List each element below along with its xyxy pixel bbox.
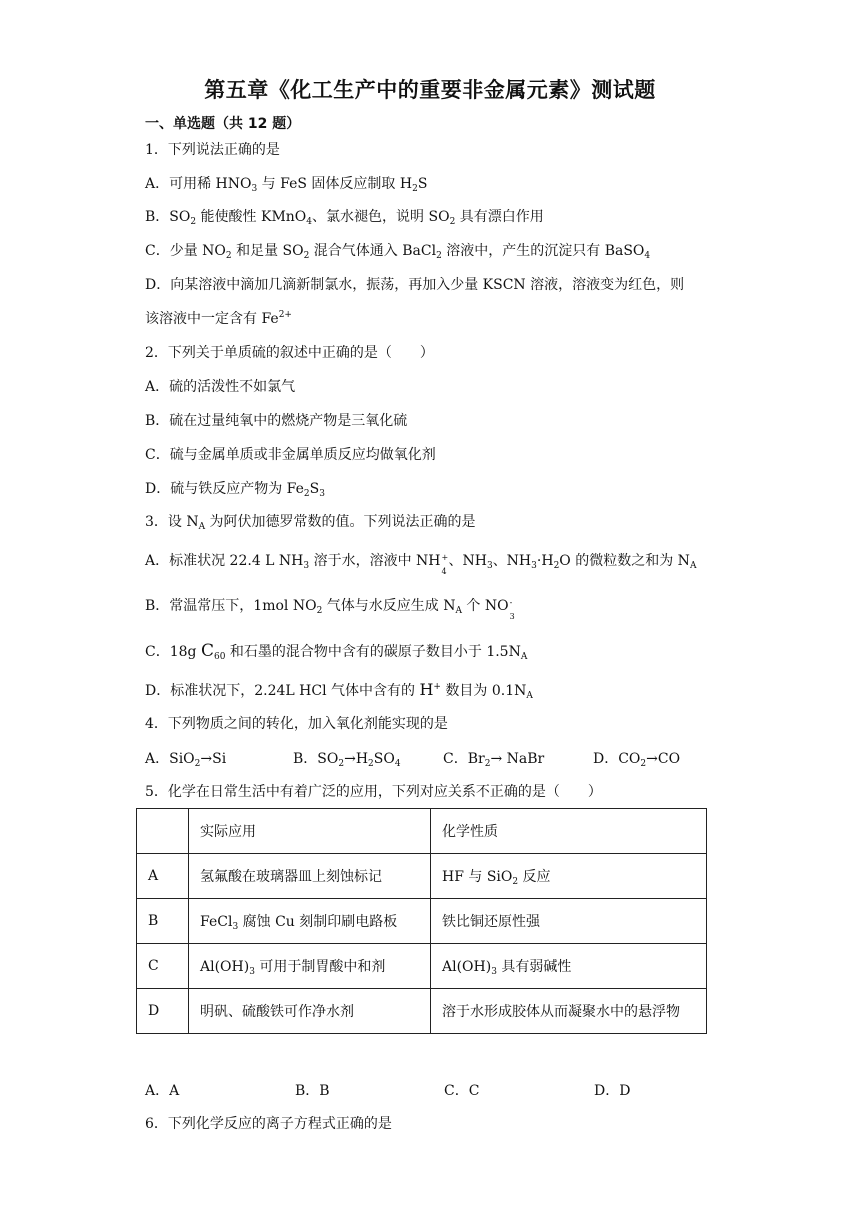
- table-cell-application: 氢氟酸在玻璃器皿上刻蚀标记: [189, 854, 431, 899]
- question-5-table: [136, 808, 707, 1034]
- table-cell-label: A: [137, 854, 189, 899]
- table-cell-property: $Al(OH)_3$ 具有弱碱性: [431, 944, 707, 989]
- question-2-option-d: D．硫与铁反应产物为 $Fe_2S_3$: [145, 481, 325, 499]
- question-2-option-a: A．硫的活泼性不如氯气: [145, 379, 296, 395]
- table-row: [137, 989, 707, 1034]
- table-row: [137, 854, 707, 899]
- table-header-cell: 实际应用: [189, 809, 431, 854]
- table-cell-label: B: [137, 899, 189, 944]
- question-6-stem: 6．下列化学反应的离子方程式正确的是: [145, 1116, 392, 1132]
- question-1-option-c: C．少量 $NO_2$ 和足量 $SO_2$ 混合气体通入 BaCl$_2$ 溶液中，产生的沉淀只有 BaSO$_4$: [145, 243, 651, 261]
- question-3-option-a: A．标准状况 22.4 L $NH_3$ 溶于水，溶液中 NH + 4 、$NH_3$、$NH_3\cdot H_2O$ 的微粒数之和为 $N_A$: [145, 553, 697, 576]
- table-row: [137, 944, 707, 989]
- question-4-option-d: D．$CO_2\to CO$: [593, 751, 681, 769]
- table-cell-application: FeCl$_3$ 腐蚀 Cu 刻制印刷电路板: [189, 899, 431, 944]
- question-1-option-a: A．可用稀 $HNO_3$ 与 FeS 固体反应制取 $H_2S$: [145, 176, 428, 194]
- question-4-stem: 4．下列物质之间的转化，加入氧化剂能实现的是: [145, 716, 448, 732]
- question-1-option-d: D．向某溶液中滴加几滴新制氯水，振荡，再加入少量 KSCN 溶液，溶液变为红色，则: [145, 277, 685, 293]
- table-cell-property: 溶于水形成胶体从而凝聚水中的悬浮物: [431, 989, 707, 1034]
- table-cell-property: 铁比铜还原性强: [431, 899, 707, 944]
- question-3-option-b: B．常温常压下，1mol $NO_2$ 气体与水反应生成 $N_A$ 个 NO - 3: [145, 598, 515, 621]
- question-1-option-b: B．$SO_2$ 能使酸性 KMnO$_4$、氯水褪色，说明 $SO_2$ 具有漂白作用: [145, 209, 544, 227]
- question-3-option-c: C．18g $C_{60}$ 和石墨的混合物中含有的碳原子数目小于 $1.5N_A$: [145, 641, 528, 662]
- question-4-option-b: B．$SO_2\to H_2SO_4$: [293, 751, 401, 769]
- question-5-option-b: B．B: [295, 1083, 330, 1099]
- section-heading: 一、单选题（共 12 题）: [145, 116, 301, 132]
- question-5-option-a: A．A: [145, 1083, 180, 1099]
- table-header-row: [137, 809, 707, 854]
- table-header-cell: [137, 809, 189, 854]
- table-header-cell: 化学性质: [431, 809, 707, 854]
- question-3-stem: 3．设 $N_A$ 为阿伏加德罗常数的值。下列说法正确的是: [145, 514, 476, 532]
- table-cell-application: 明矾、硫酸铁可作净水剂: [189, 989, 431, 1034]
- table-cell-property: HF 与 SiO$_2$ 反应: [431, 854, 707, 899]
- question-4-option-c: C．$Br_2\to$ NaBr: [443, 751, 545, 769]
- table-cell-label: D: [137, 989, 189, 1034]
- table-cell-application: $Al(OH)_3$ 可用于制胃酸中和剂: [189, 944, 431, 989]
- question-5-option-c: C．C: [444, 1083, 480, 1099]
- question-3-option-d: D．标准状况下，2.24L HCl 气体中含有的 H+ 数目为 $0.1N_A$: [145, 680, 533, 701]
- question-2-option-b: B．硫在过量纯氧中的燃烧产物是三氧化硫: [145, 413, 408, 429]
- table-cell-label: C: [137, 944, 189, 989]
- table-row: [137, 899, 707, 944]
- question-5-stem: 5．化学在日常生活中有着广泛的应用，下列对应关系不正确的是（ ）: [145, 784, 602, 800]
- question-2-stem: 2．下列关于单质硫的叙述中正确的是（ ）: [145, 345, 434, 361]
- question-1-stem: 1．下列说法正确的是: [145, 142, 280, 158]
- question-2-option-c: C．硫与金属单质或非金属单质反应均做氧化剂: [145, 447, 436, 463]
- question-5-option-d: D．D: [594, 1083, 631, 1099]
- question-4-options: [145, 748, 745, 768]
- question-5-options: [145, 1080, 745, 1100]
- question-1-option-d-continued: 该溶液中一定含有 $Fe^{2+}$: [145, 310, 292, 327]
- page-title: 第五章《化工生产中的重要非金属元素》测试题: [204, 78, 656, 102]
- question-4-option-a: A．SiO$_2$→Si: [145, 751, 227, 769]
